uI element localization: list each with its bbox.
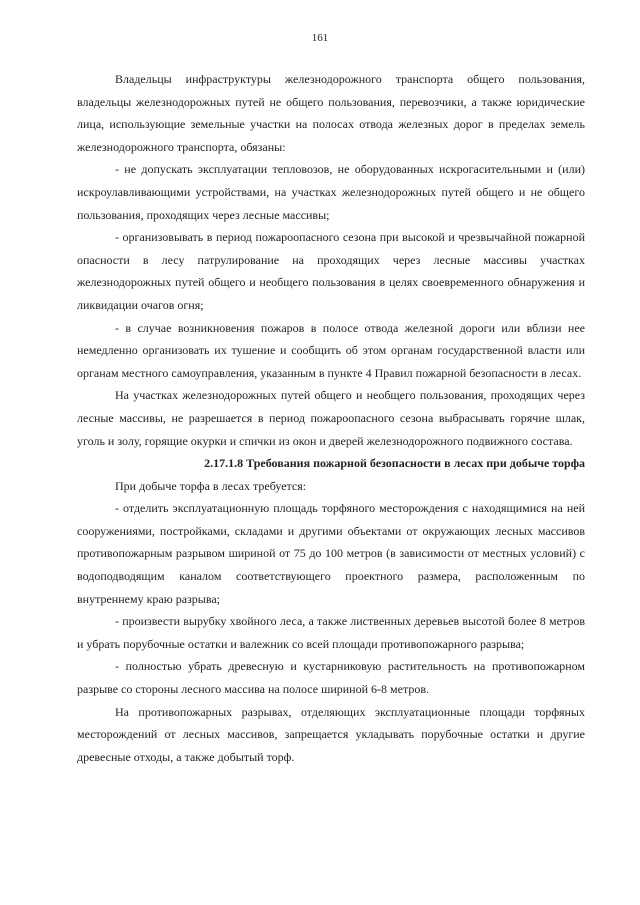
paragraph-patrolling: - организовывать в период пожароопасного сезона при высокой и чрезвычайной пожарной опасности в лесу патрулирование на проходящих через лесные массивы участках железнодорожных путей общего и необщего пользования в целях своевременного обнаружения и ликвидации очагов огня;: [77, 230, 585, 312]
section-heading: 2.17.1.8 Требования пожарной безопасности в лесах при добыче торфа: [204, 456, 585, 471]
paragraph-peat-intro: При добыче торфа в лесах требуется:: [115, 478, 307, 493]
paragraph-firebreak: - отделить эксплуатационную площадь торфяного месторождения с находящимися на ней сооружениями, постройками, складами и другими объектами от окружающих лесных массивов противопожарным разрывом шириной от 75 до 100 метров (в зависимости от местных условий) с водоподводящим каналом соответствующего проектного размера, расположенным по внутреннему краю разрыва;: [77, 501, 585, 606]
paragraph-locomotives: - не допускать эксплуатации тепловозов, не оборудованных искрогасительными и (или) искроулавливающими устройствами, на участках железнодорожных путей общего и не общего пользования, проходящих через лесные массивы;: [77, 162, 585, 222]
paragraph-fire-response: - в случае возникновения пожаров в полосе отвода железной дороги или вблизи нее немедленно организовать их тушение и сообщить об этом органам государственной власти или органам местного самоуправления, указанным в пункте 4 Правил пожарной безопасности в лесах.: [77, 320, 585, 380]
paragraph-owners-obligations: Владельцы инфраструктуры железнодорожного транспорта общего пользования, владельцы железнодорожных путей не общего пользования, перевозчики, а также юридические лица, использующие земельные участки на полосах отвода железных дорог в пределах земель железнодорожного транспорта, обязаны:: [77, 72, 585, 154]
body-text: [77, 68, 585, 768]
paragraph-felling: - произвести вырубку хвойного леса, а также лиственных деревьев высотой более 8 метров и убрать порубочные остатки и валежник со всей площади противопожарного разрыва;: [77, 614, 585, 651]
page-number: 161: [311, 32, 329, 44]
paragraph-prohibition-railway: На участках железнодорожных путей общего и необщего пользования, проходящих через лесные массивы, не разрешается в период пожароопасного сезона выбрасывать горячие шлак, уголь и золу, горящие окурки и спички из окон и дверей железнодорожного подвижного состава.: [77, 388, 585, 448]
paragraph-vegetation-removal: - полностью убрать древесную и кустарниковую растительность на противопожарном разрыве со стороны лесного массива на полосе шириной 6-8 метров.: [77, 659, 585, 697]
paragraph-prohibition-firebreak: На противопожарных разрывах, отделяющих эксплуатационные площади торфяных месторождений от лесных массивов, запрещается укладывать порубочные остатки и другие древесные отходы, а также добытый торф.: [77, 704, 585, 764]
